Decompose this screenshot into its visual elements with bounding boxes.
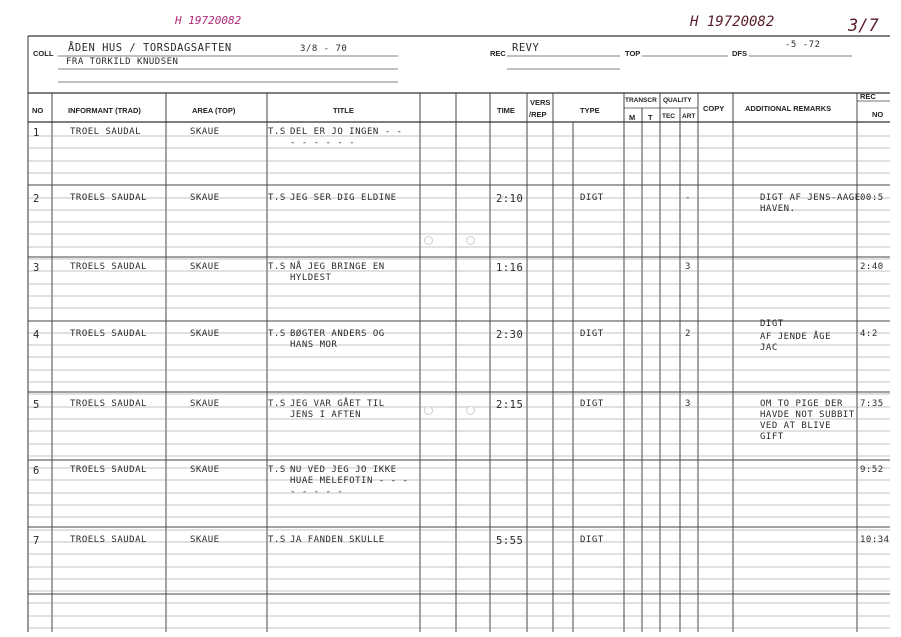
row-title-line1: BØGTER ANDERS OG — [290, 329, 385, 339]
row-title-line2: HUAE MELEFOTIN - - - — [290, 476, 409, 486]
col-quality: QUALITY — [663, 97, 692, 104]
row-area: SKAUE — [190, 193, 220, 203]
punch-hole — [466, 236, 475, 245]
col-vers: VERS — [530, 98, 551, 107]
col-remarks: ADDITIONAL REMARKS — [745, 104, 832, 113]
row-remark-line2: HAVEN. — [760, 204, 796, 214]
row-rec-no: 10:34 — [860, 535, 890, 545]
page-fraction: 3/7 — [848, 16, 879, 36]
row-time: 1:16 — [496, 262, 524, 274]
row-remark-line1: DIGT — [760, 319, 784, 329]
row-area: SKAUE — [190, 329, 220, 339]
row-remark-line2: AF JENDE ÅGE — [760, 332, 832, 342]
row-title-line1: NÅ JEG BRINGE EN — [290, 262, 385, 272]
row-remark-line2: HAVDE NOT SUBBIT — [760, 410, 855, 420]
col-type: TYPE — [580, 106, 600, 115]
row-title-line2: HYLDEST — [290, 273, 332, 283]
col-informant: INFORMANT (TRAD) — [68, 106, 141, 115]
punch-hole — [466, 406, 475, 415]
row-rec-no: 00:5 — [860, 193, 884, 203]
coll-line2: FRA TORKILD KNUDSEN — [66, 57, 179, 67]
row-type: DIGT — [580, 193, 604, 203]
rec-value: REVY — [512, 42, 540, 54]
row-time: 5:55 — [496, 535, 524, 547]
row-rec-no: 7:35 — [860, 399, 884, 409]
row-title-line1: DEL ER JO INGEN - - — [290, 127, 403, 137]
row-remark-line1: OM TO PIGE DER — [760, 399, 843, 409]
row-informant: TROELS SAUDAL — [70, 193, 147, 203]
row-title-prefix: T.S — [268, 262, 286, 272]
row-informant: TROELS SAUDAL — [70, 465, 147, 475]
row-title-prefix: T.S — [268, 465, 286, 475]
top-label: TOP — [625, 49, 641, 58]
row-time: 2:10 — [496, 193, 524, 205]
row-informant: TROELS SAUDAL — [70, 399, 147, 409]
row-area: SKAUE — [190, 465, 220, 475]
row-type: DIGT — [580, 399, 604, 409]
row-title-line1: JEG SER DIG ELDINE — [290, 193, 397, 203]
row-no: 4 — [33, 329, 40, 341]
row-remark-line3: JAC — [760, 343, 778, 353]
row-title-line2: - - - - - - — [290, 138, 356, 148]
row-rec-no: 4:2 — [860, 329, 878, 339]
col-tec: TEC — [662, 113, 675, 120]
col-art: ART — [682, 113, 696, 120]
archive-stamp-right: H 19720082 — [690, 14, 775, 30]
row-title-prefix: T.S — [268, 127, 286, 137]
coll-line1: ÅDEN HUS / TORSDAGSAFTEN — [68, 42, 232, 54]
col-rec: REC — [860, 92, 876, 101]
row-title-prefix: T.S — [268, 399, 286, 409]
row-quality-art: 3 — [685, 262, 691, 272]
row-area: SKAUE — [190, 262, 220, 272]
row-no: 1 — [33, 127, 40, 139]
row-title-line1: NU VED JEG JO IKKE — [290, 465, 397, 475]
row-no: 7 — [33, 535, 40, 547]
row-title-prefix: T.S — [268, 329, 286, 339]
row-title-line2: HANS MOR — [290, 340, 338, 350]
dfs-value: -5 -72 — [785, 40, 821, 50]
row-informant: TROELS SAUDAL — [70, 262, 147, 272]
col-rec-no: NO — [872, 110, 884, 119]
col-area: AREA (TOP) — [192, 106, 236, 115]
row-type: DIGT — [580, 535, 604, 545]
row-remark-line1: DIGT AF JENS-AAGE — [760, 193, 861, 203]
col-transcr: TRANSCR — [625, 97, 657, 104]
col-no: NO — [32, 106, 44, 115]
punch-hole — [424, 406, 433, 415]
row-rec-no: 2:40 — [860, 262, 884, 272]
row-time: 2:30 — [496, 329, 524, 341]
row-informant: TROELS SAUDAL — [70, 535, 147, 545]
coll-label: COLL — [33, 49, 54, 58]
row-title-prefix: T.S — [268, 193, 286, 203]
row-title-line1: JA FANDEN SKULLE — [290, 535, 385, 545]
row-informant: TROEL SAUDAL — [70, 127, 142, 137]
row-title-prefix: T.S — [268, 535, 286, 545]
row-time: 2:15 — [496, 399, 524, 411]
col-time: TIME — [497, 106, 515, 115]
row-title-line3: - - - - - — [290, 487, 344, 497]
row-no: 6 — [33, 465, 40, 477]
archive-stamp-left: H 19720082 — [175, 14, 242, 27]
row-title-line2: JENS I AFTEN — [290, 410, 362, 420]
row-no: 5 — [33, 399, 40, 411]
col-m: M — [629, 113, 636, 122]
row-remark-line4: GIFT — [760, 432, 784, 442]
row-informant: TROELS SAUDAL — [70, 329, 147, 339]
row-area: SKAUE — [190, 399, 220, 409]
row-area: SKAUE — [190, 127, 220, 137]
coll-date: 3/8 - 70 — [300, 44, 348, 54]
punch-hole — [424, 236, 433, 245]
rec-label: REC — [490, 49, 506, 58]
row-remark-line3: VED AT BLIVE — [760, 421, 832, 431]
dfs-label: DFS — [732, 49, 747, 58]
row-title-line1: JEG VAR GÅET TIL — [290, 399, 385, 409]
row-no: 2 — [33, 193, 40, 205]
row-no: 3 — [33, 262, 40, 274]
row-quality-art: 3 — [685, 399, 691, 409]
col-rep: /REP — [529, 110, 547, 119]
row-quality-art: 2 — [685, 329, 691, 339]
row-area: SKAUE — [190, 535, 220, 545]
row-quality-art: - — [685, 193, 691, 203]
row-rec-no: 9:52 — [860, 465, 884, 475]
col-t: T — [648, 113, 653, 122]
col-copy: COPY — [703, 104, 725, 113]
col-title: TITLE — [333, 106, 354, 115]
row-type: DIGT — [580, 329, 604, 339]
